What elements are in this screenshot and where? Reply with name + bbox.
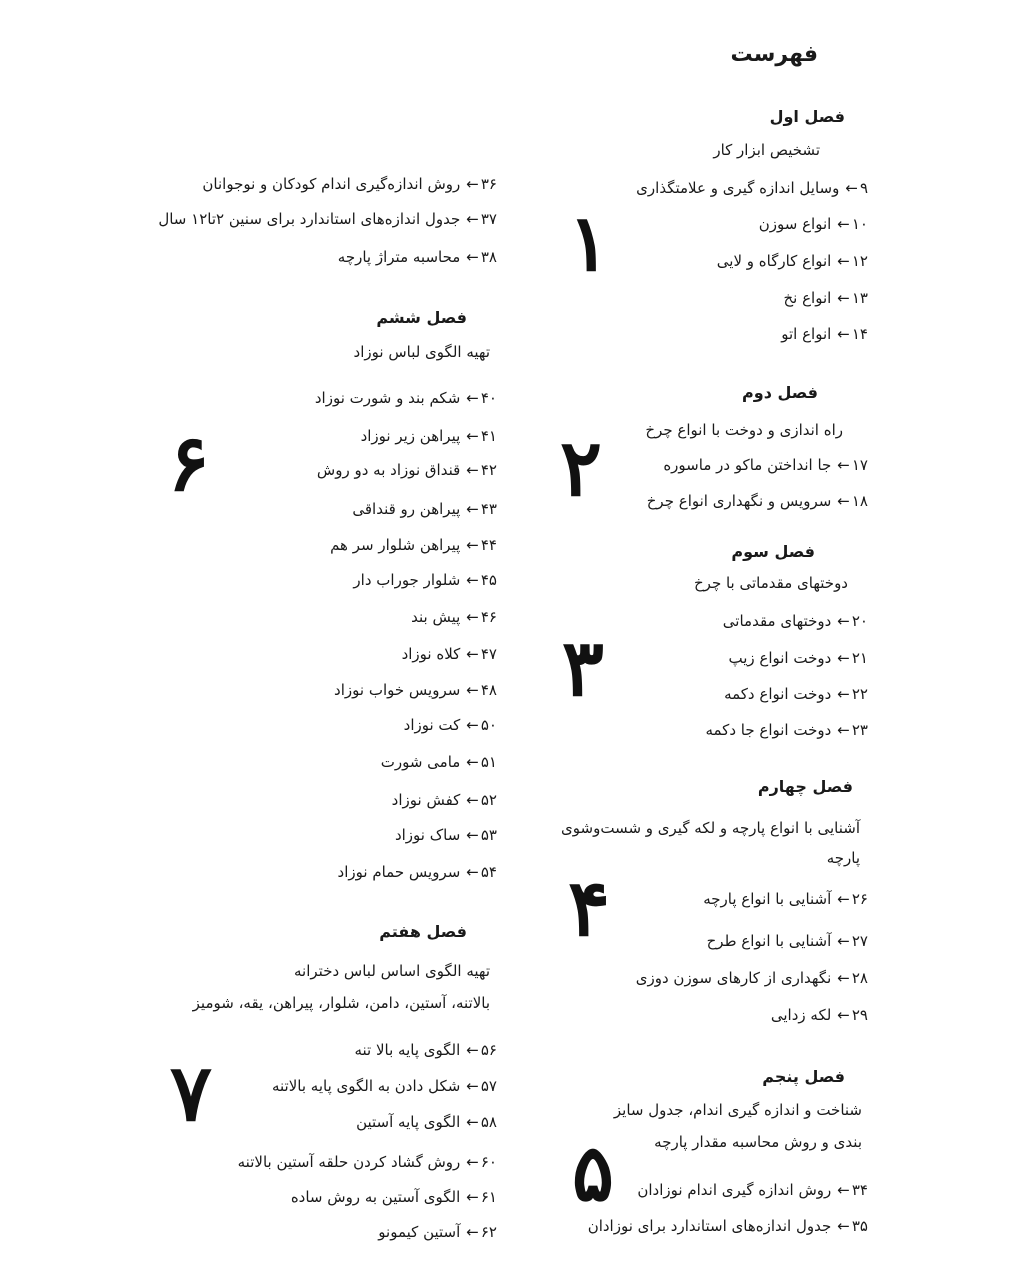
toc-entry[interactable] <box>705 720 868 740</box>
toc-entry[interactable] <box>637 1180 868 1200</box>
arrow-left-icon: ← <box>837 1217 850 1235</box>
entry-title: سرویس حمام نوزاد <box>337 863 461 881</box>
toc-entry[interactable] <box>291 1187 497 1207</box>
arrow-left-icon: ← <box>466 645 479 663</box>
toc-entry[interactable] <box>781 324 868 344</box>
toc-entry[interactable] <box>717 251 868 271</box>
page-number: ۵۱ <box>480 753 497 771</box>
arrow-left-icon: ← <box>466 826 479 844</box>
page-number: ۵۰ <box>480 716 497 734</box>
page-number: ۹ <box>859 179 868 197</box>
page-number: ۲۳ <box>851 721 868 739</box>
arrow-left-icon: ← <box>466 427 479 445</box>
entry-title: جدول اندازه‌های استاندارد برای نوزادان <box>587 1217 832 1235</box>
toc-entry[interactable] <box>238 1152 497 1172</box>
page-number: ۴۰ <box>480 389 497 407</box>
toc-entry[interactable] <box>783 288 868 308</box>
page-number: ۲۷ <box>851 932 868 950</box>
page-number: ۳۴ <box>851 1181 868 1199</box>
entry-title: الگوی پایه آستین <box>356 1113 461 1131</box>
chapter-numeral: ۳ <box>562 623 604 714</box>
arrow-left-icon: ← <box>837 252 850 270</box>
toc-entry[interactable] <box>158 209 497 229</box>
entry-title: ساک نوزاد <box>394 826 461 844</box>
page-number: ۴۲ <box>480 461 497 479</box>
page-number: ۶۲ <box>480 1223 497 1241</box>
arrow-left-icon: ← <box>837 685 850 703</box>
toc-entry[interactable] <box>338 862 497 882</box>
page-number: ۴۳ <box>480 500 497 518</box>
toc-entry[interactable] <box>338 247 497 267</box>
arrow-left-icon: ← <box>466 1153 479 1171</box>
entry-title: انواع نخ <box>783 289 832 307</box>
toc-entry[interactable] <box>202 174 497 194</box>
arrow-left-icon: ← <box>466 461 479 479</box>
chapter-heading: فصل سوم <box>731 542 815 561</box>
toc-entry[interactable] <box>272 1076 497 1096</box>
arrow-left-icon: ← <box>837 890 850 908</box>
toc-entry[interactable] <box>352 499 497 519</box>
entry-title: دوختهای مقدماتی <box>722 612 832 630</box>
toc-entry[interactable] <box>392 790 497 810</box>
toc-entry[interactable] <box>723 611 868 631</box>
entry-title: سرویس و نگهداری انواع چرخ <box>646 492 832 510</box>
arrow-left-icon: ← <box>466 1223 479 1241</box>
page-number: ۵۳ <box>480 826 497 844</box>
entry-title: آشنایی با انواع طرح <box>706 932 832 950</box>
entry-title: روش گشاد کردن حلقه آستین بالاتنه <box>237 1153 461 1171</box>
page-number: ۲۱ <box>851 649 868 667</box>
entry-title: جا انداختن ماکو در ماسوره <box>663 456 832 474</box>
arrow-left-icon: ← <box>845 179 858 197</box>
page-number: ۲۲ <box>851 685 868 703</box>
chapter-heading: فصل چهارم <box>757 777 853 796</box>
entry-title: پیراهن رو قنداقی <box>352 500 461 518</box>
page-number: ۲۸ <box>851 969 868 987</box>
toc-entry[interactable] <box>356 1112 497 1132</box>
toc-entry[interactable] <box>771 1005 868 1025</box>
arrow-left-icon: ← <box>837 492 850 510</box>
toc-entry[interactable] <box>353 570 497 590</box>
arrow-left-icon: ← <box>837 325 850 343</box>
entry-title: مامی شورت <box>380 753 461 771</box>
page-number: ۶۱ <box>480 1188 497 1206</box>
toc-entry[interactable] <box>707 931 868 951</box>
toc-entry[interactable] <box>636 178 868 198</box>
toc-entry[interactable] <box>317 460 497 480</box>
page-number: ۱۴ <box>851 325 868 343</box>
entry-title: انواع سوزن <box>758 215 832 233</box>
entry-title: انواع کارگاه و لایی <box>716 252 832 270</box>
page-number: ۵۶ <box>480 1041 497 1059</box>
entry-title: روش اندازه‌گیری اندام کودکان و نوجوانان <box>202 175 461 193</box>
entry-title: پیراهن شلوار سر هم <box>330 536 461 554</box>
arrow-left-icon: ← <box>837 721 850 739</box>
page-number: ۱۷ <box>851 456 868 474</box>
page-number: ۳۶ <box>480 175 497 193</box>
page-number: ۱۳ <box>851 289 868 307</box>
toc-entry[interactable] <box>728 648 868 668</box>
entry-title: انواع اتو <box>781 325 832 343</box>
entry-title: لکه زدایی <box>770 1006 832 1024</box>
page-number: ۴۶ <box>480 608 497 626</box>
chapter-subtitle: تشخیص ابزار کار <box>713 141 820 159</box>
toc-entry[interactable] <box>334 680 497 700</box>
arrow-left-icon: ← <box>837 456 850 474</box>
page-number: ۵۴ <box>480 863 497 881</box>
arrow-left-icon: ← <box>466 389 479 407</box>
page-number: ۴۴ <box>480 536 497 554</box>
entry-title: شکل دادن به الگوی پایه بالاتنه <box>271 1077 461 1095</box>
page-number: ۳۷ <box>480 210 497 228</box>
toc-entry[interactable] <box>402 644 497 664</box>
chapter-subtitle: پارچه <box>826 849 860 867</box>
chapter-numeral: ۵ <box>572 1128 614 1219</box>
chapter-heading: فصل ششم <box>376 308 467 327</box>
chapter-numeral: ۲ <box>560 423 602 514</box>
toc-entry[interactable] <box>703 889 868 909</box>
page-number: ۱۸ <box>851 492 868 510</box>
page-number: ۱۰ <box>851 215 868 233</box>
arrow-left-icon: ← <box>466 1041 479 1059</box>
arrow-left-icon: ← <box>837 932 850 950</box>
arrow-left-icon: ← <box>466 500 479 518</box>
chapter-subtitle: تهیه الگوی اساس لباس دخترانه <box>294 962 490 980</box>
toc-entry[interactable] <box>724 684 868 704</box>
arrow-left-icon: ← <box>837 289 850 307</box>
chapter-numeral: ۷ <box>170 1048 212 1139</box>
entry-title: دوخت انواع دکمه <box>724 685 832 703</box>
arrow-left-icon: ← <box>837 215 850 233</box>
chapter-subtitle: آشنایی با انواع پارچه و لکه گیری و شست‌وشوی <box>561 819 860 837</box>
page-number: ۲۶ <box>851 890 868 908</box>
toc-entry[interactable] <box>404 715 497 735</box>
chapter-subtitle: تهیه الگوی لباس نوزاد <box>353 343 490 361</box>
entry-title: شکم بند و شورت نوزاد <box>314 389 461 407</box>
toc-entry[interactable] <box>395 825 497 845</box>
chapter-subtitle: دوختهای مقدماتی با چرخ <box>693 574 848 592</box>
toc-entry[interactable] <box>759 214 868 234</box>
toc-entry[interactable] <box>411 607 497 627</box>
arrow-left-icon: ← <box>837 969 850 987</box>
entry-title: جدول اندازه‌های استاندارد برای سنین ۲تا۱۲ سال <box>158 210 461 228</box>
arrow-left-icon: ← <box>837 649 850 667</box>
page-number: ۵۸ <box>480 1113 497 1131</box>
entry-title: پیراهن زیر نوزاد <box>360 427 461 445</box>
arrow-left-icon: ← <box>837 1006 850 1024</box>
entry-title: روش اندازه گیری اندام نوزادان <box>637 1181 832 1199</box>
arrow-left-icon: ← <box>466 536 479 554</box>
arrow-left-icon: ← <box>466 1113 479 1131</box>
entry-title: وسایل اندازه گیری و علامتگذاری <box>636 179 840 197</box>
page-number: ۵۷ <box>480 1077 497 1095</box>
arrow-left-icon: ← <box>466 175 479 193</box>
toc-entry[interactable] <box>647 491 868 511</box>
page-number: ۱۲ <box>851 252 868 270</box>
page-title: فهرست <box>730 42 818 67</box>
arrow-left-icon: ← <box>837 1181 850 1199</box>
toc-entry[interactable] <box>663 455 868 475</box>
entry-title: پیش بند <box>411 608 461 626</box>
entry-title: سرویس خواب نوزاد <box>334 681 461 699</box>
arrow-left-icon: ← <box>466 681 479 699</box>
entry-title: آشنایی با انواع پارچه <box>703 890 832 908</box>
toc-entry[interactable] <box>378 1222 497 1242</box>
chapter-numeral: ۴ <box>568 863 610 954</box>
toc-entry[interactable] <box>330 535 497 555</box>
page-number: ۴۱ <box>480 427 497 445</box>
toc-entry[interactable] <box>315 388 497 408</box>
chapter-heading: فصل دوم <box>742 383 818 402</box>
entry-title: آستین کیمونو <box>378 1223 461 1241</box>
arrow-left-icon: ← <box>466 210 479 228</box>
toc-entry[interactable] <box>381 752 497 772</box>
entry-title: دوخت انواع جا دکمه <box>705 721 832 739</box>
arrow-left-icon: ← <box>466 716 479 734</box>
page-number: ۵۲ <box>480 791 497 809</box>
toc-entry[interactable] <box>361 426 497 446</box>
entry-title: کت نوزاد <box>403 716 461 734</box>
arrow-left-icon: ← <box>466 571 479 589</box>
arrow-left-icon: ← <box>837 612 850 630</box>
chapter-subtitle: بالاتنه، آستین، دامن، شلوار، پیراهن، یقه، شومیز <box>192 994 490 1012</box>
toc-entry[interactable] <box>354 1040 497 1060</box>
arrow-left-icon: ← <box>466 753 479 771</box>
entry-title: الگوی پایه بالا تنه <box>354 1041 461 1059</box>
chapter-heading: فصل پنجم <box>762 1067 845 1086</box>
page-number: ۳۸ <box>480 248 497 266</box>
chapter-heading: فصل اول <box>769 107 845 126</box>
chapter-numeral: ۱ <box>568 198 610 289</box>
page-number: ۳۵ <box>851 1217 868 1235</box>
page-number: ۶۰ <box>480 1153 497 1171</box>
page-number: ۲۰ <box>851 612 868 630</box>
entry-title: نگهداری از کارهای سوزن دوزی <box>635 969 832 987</box>
chapter-subtitle: راه اندازی و دوخت با انواع چرخ <box>645 421 843 439</box>
entry-title: قنداق نوزاد به دو روش <box>316 461 461 479</box>
chapter-subtitle: بندی و روش محاسبه مقدار پارچه <box>654 1133 862 1151</box>
page-number: ۴۷ <box>480 645 497 663</box>
entry-title: شلوار جوراب دار <box>353 571 461 589</box>
arrow-left-icon: ← <box>466 1077 479 1095</box>
chapter-subtitle: شناخت و اندازه گیری اندام، جدول سایز <box>613 1101 862 1119</box>
arrow-left-icon: ← <box>466 608 479 626</box>
entry-title: کلاه نوزاد <box>401 645 461 663</box>
chapter-heading: فصل هفتم <box>379 922 467 941</box>
page-number: ۴۸ <box>480 681 497 699</box>
arrow-left-icon: ← <box>466 1188 479 1206</box>
arrow-left-icon: ← <box>466 248 479 266</box>
page-number: ۲۹ <box>851 1006 868 1024</box>
arrow-left-icon: ← <box>466 863 479 881</box>
toc-entry[interactable] <box>636 968 868 988</box>
arrow-left-icon: ← <box>466 791 479 809</box>
entry-title: کفش نوزاد <box>391 791 461 809</box>
page-number: ۴۵ <box>480 571 497 589</box>
entry-title: الگوی آستین به روش ساده <box>290 1188 461 1206</box>
toc-entry[interactable] <box>588 1216 868 1236</box>
entry-title: دوخت انواع زیپ <box>728 649 832 667</box>
entry-title: محاسبه متراژ پارچه <box>337 248 461 266</box>
chapter-numeral: ۶ <box>168 418 210 509</box>
